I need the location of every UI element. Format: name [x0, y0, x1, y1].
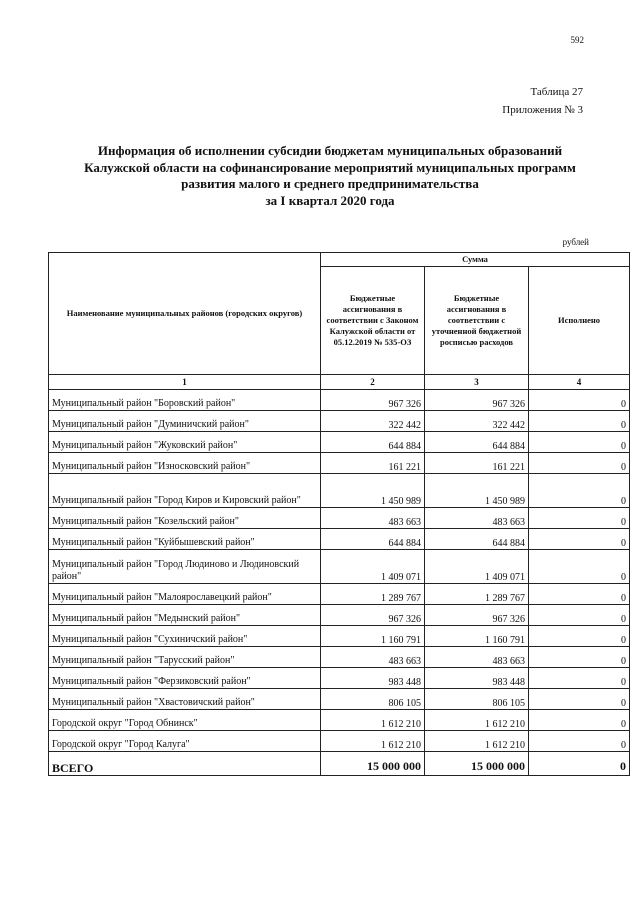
executed-value: 0	[529, 731, 630, 752]
table-row	[49, 626, 630, 647]
table-number-label: Таблица 27	[530, 86, 583, 98]
header-law-appropriations: Бюджетные ассигнования в соответствии с Законом Калужской области от 05.12.2019 № 535-ОЗ	[321, 267, 425, 375]
district-name: Муниципальный район "Жуковский район"	[49, 432, 321, 453]
column-number: 2	[321, 375, 425, 390]
document-title	[40, 143, 620, 209]
table-row	[49, 668, 630, 689]
header-executed: Исполнено	[529, 267, 630, 375]
revised-appropriation-value: 644 884	[425, 529, 529, 550]
district-name: Муниципальный район "Сухиничский район"	[49, 626, 321, 647]
executed-value: 0	[529, 605, 630, 626]
table-row	[49, 710, 630, 731]
table-row	[49, 390, 630, 411]
executed-value: 0	[529, 474, 630, 508]
revised-appropriation-value: 1 289 767	[425, 584, 529, 605]
revised-appropriation-value: 1 160 791	[425, 626, 529, 647]
column-number: 3	[425, 375, 529, 390]
executed-value: 0	[529, 550, 630, 584]
district-name: Городской округ "Город Обнинск"	[49, 710, 321, 731]
executed-value: 0	[529, 390, 630, 411]
revised-appropriation-value: 1 612 210	[425, 731, 529, 752]
law-appropriation-value: 322 442	[321, 411, 425, 432]
revised-appropriation-value: 1 612 210	[425, 710, 529, 731]
table-row	[49, 529, 630, 550]
law-appropriation-value: 1 160 791	[321, 626, 425, 647]
header-revised-appropriations: Бюджетные ассигнования в соответствии с уточненной бюджетной росписью расходов	[425, 267, 529, 375]
revised-appropriation-value: 983 448	[425, 668, 529, 689]
revised-appropriation-value: 967 326	[425, 390, 529, 411]
title-line: развития малого и среднего предпринимательства	[181, 176, 479, 191]
district-name: Муниципальный район "Тарусский район"	[49, 647, 321, 668]
executed-value: 0	[529, 689, 630, 710]
appendix-label: Приложения № 3	[502, 104, 583, 116]
unit-label: рублей	[562, 237, 589, 247]
law-appropriation-value: 967 326	[321, 390, 425, 411]
district-name: Муниципальный район "Износковский район"	[49, 453, 321, 474]
table-row	[49, 550, 630, 584]
executed-value: 0	[529, 508, 630, 529]
subsidy-table	[48, 252, 630, 776]
total-label: ВСЕГО	[49, 752, 321, 776]
revised-appropriation-value: 1 450 989	[425, 474, 529, 508]
table-row	[49, 411, 630, 432]
district-name: Муниципальный район "Думиничский район"	[49, 411, 321, 432]
law-appropriation-value: 983 448	[321, 668, 425, 689]
table-row	[49, 731, 630, 752]
revised-appropriation-value: 644 884	[425, 432, 529, 453]
district-name: Муниципальный район "Хвастовичский район"	[49, 689, 321, 710]
total-revised: 15 000 000	[425, 752, 529, 776]
district-name: Муниципальный район "Медынский район"	[49, 605, 321, 626]
law-appropriation-value: 1 450 989	[321, 474, 425, 508]
executed-value: 0	[529, 626, 630, 647]
title-line: Информация об исполнении субсидии бюджетам муниципальных образований	[97, 143, 563, 158]
table-row	[49, 647, 630, 668]
revised-appropriation-value: 322 442	[425, 411, 529, 432]
law-appropriation-value: 483 663	[321, 647, 425, 668]
executed-value: 0	[529, 668, 630, 689]
law-appropriation-value: 161 221	[321, 453, 425, 474]
district-name: Муниципальный район "Козельский район"	[49, 508, 321, 529]
district-name: Муниципальный район "Малоярославецкий район"	[49, 584, 321, 605]
total-executed: 0	[529, 752, 630, 776]
revised-appropriation-value: 483 663	[425, 647, 529, 668]
district-name: Городской округ "Город Калуга"	[49, 731, 321, 752]
law-appropriation-value: 644 884	[321, 432, 425, 453]
table-row	[49, 689, 630, 710]
revised-appropriation-value: 967 326	[425, 605, 529, 626]
column-number: 1	[49, 375, 321, 390]
district-name: Муниципальный район "Ферзиковский район"	[49, 668, 321, 689]
title-line: за I квартал 2020 года	[265, 192, 395, 208]
executed-value: 0	[529, 584, 630, 605]
revised-appropriation-value: 806 105	[425, 689, 529, 710]
law-appropriation-value: 1 612 210	[321, 731, 425, 752]
executed-value: 0	[529, 432, 630, 453]
page-number: 592	[570, 35, 584, 45]
law-appropriation-value: 806 105	[321, 689, 425, 710]
district-name: Муниципальный район "Город Киров и Кировский район"	[49, 474, 321, 508]
district-name: Муниципальный район "Город Людиново и Людиновский район"	[49, 550, 321, 584]
executed-value: 0	[529, 411, 630, 432]
total-law: 15 000 000	[321, 752, 425, 776]
title-line: Калужской области на софинансирование мероприятий муниципальных программ	[84, 159, 576, 175]
header-name: Наименование муниципальных районов (городских округов)	[49, 253, 321, 375]
table-row	[49, 474, 630, 508]
table-row	[49, 584, 630, 605]
law-appropriation-value: 483 663	[321, 508, 425, 529]
table-row	[49, 508, 630, 529]
header-sum: Сумма	[321, 253, 630, 267]
law-appropriation-value: 1 409 071	[321, 550, 425, 584]
law-appropriation-value: 644 884	[321, 529, 425, 550]
executed-value: 0	[529, 710, 630, 731]
law-appropriation-value: 1 289 767	[321, 584, 425, 605]
total-row	[49, 752, 630, 776]
column-number: 4	[529, 375, 630, 390]
executed-value: 0	[529, 647, 630, 668]
executed-value: 0	[529, 529, 630, 550]
table-body	[49, 390, 630, 752]
law-appropriation-value: 1 612 210	[321, 710, 425, 731]
district-name: Муниципальный район "Куйбышевский район"	[49, 529, 321, 550]
table-row	[49, 605, 630, 626]
table-row	[49, 432, 630, 453]
table-row	[49, 453, 630, 474]
revised-appropriation-value: 1 409 071	[425, 550, 529, 584]
revised-appropriation-value: 161 221	[425, 453, 529, 474]
executed-value: 0	[529, 453, 630, 474]
law-appropriation-value: 967 326	[321, 605, 425, 626]
district-name: Муниципальный район "Боровский район"	[49, 390, 321, 411]
revised-appropriation-value: 483 663	[425, 508, 529, 529]
